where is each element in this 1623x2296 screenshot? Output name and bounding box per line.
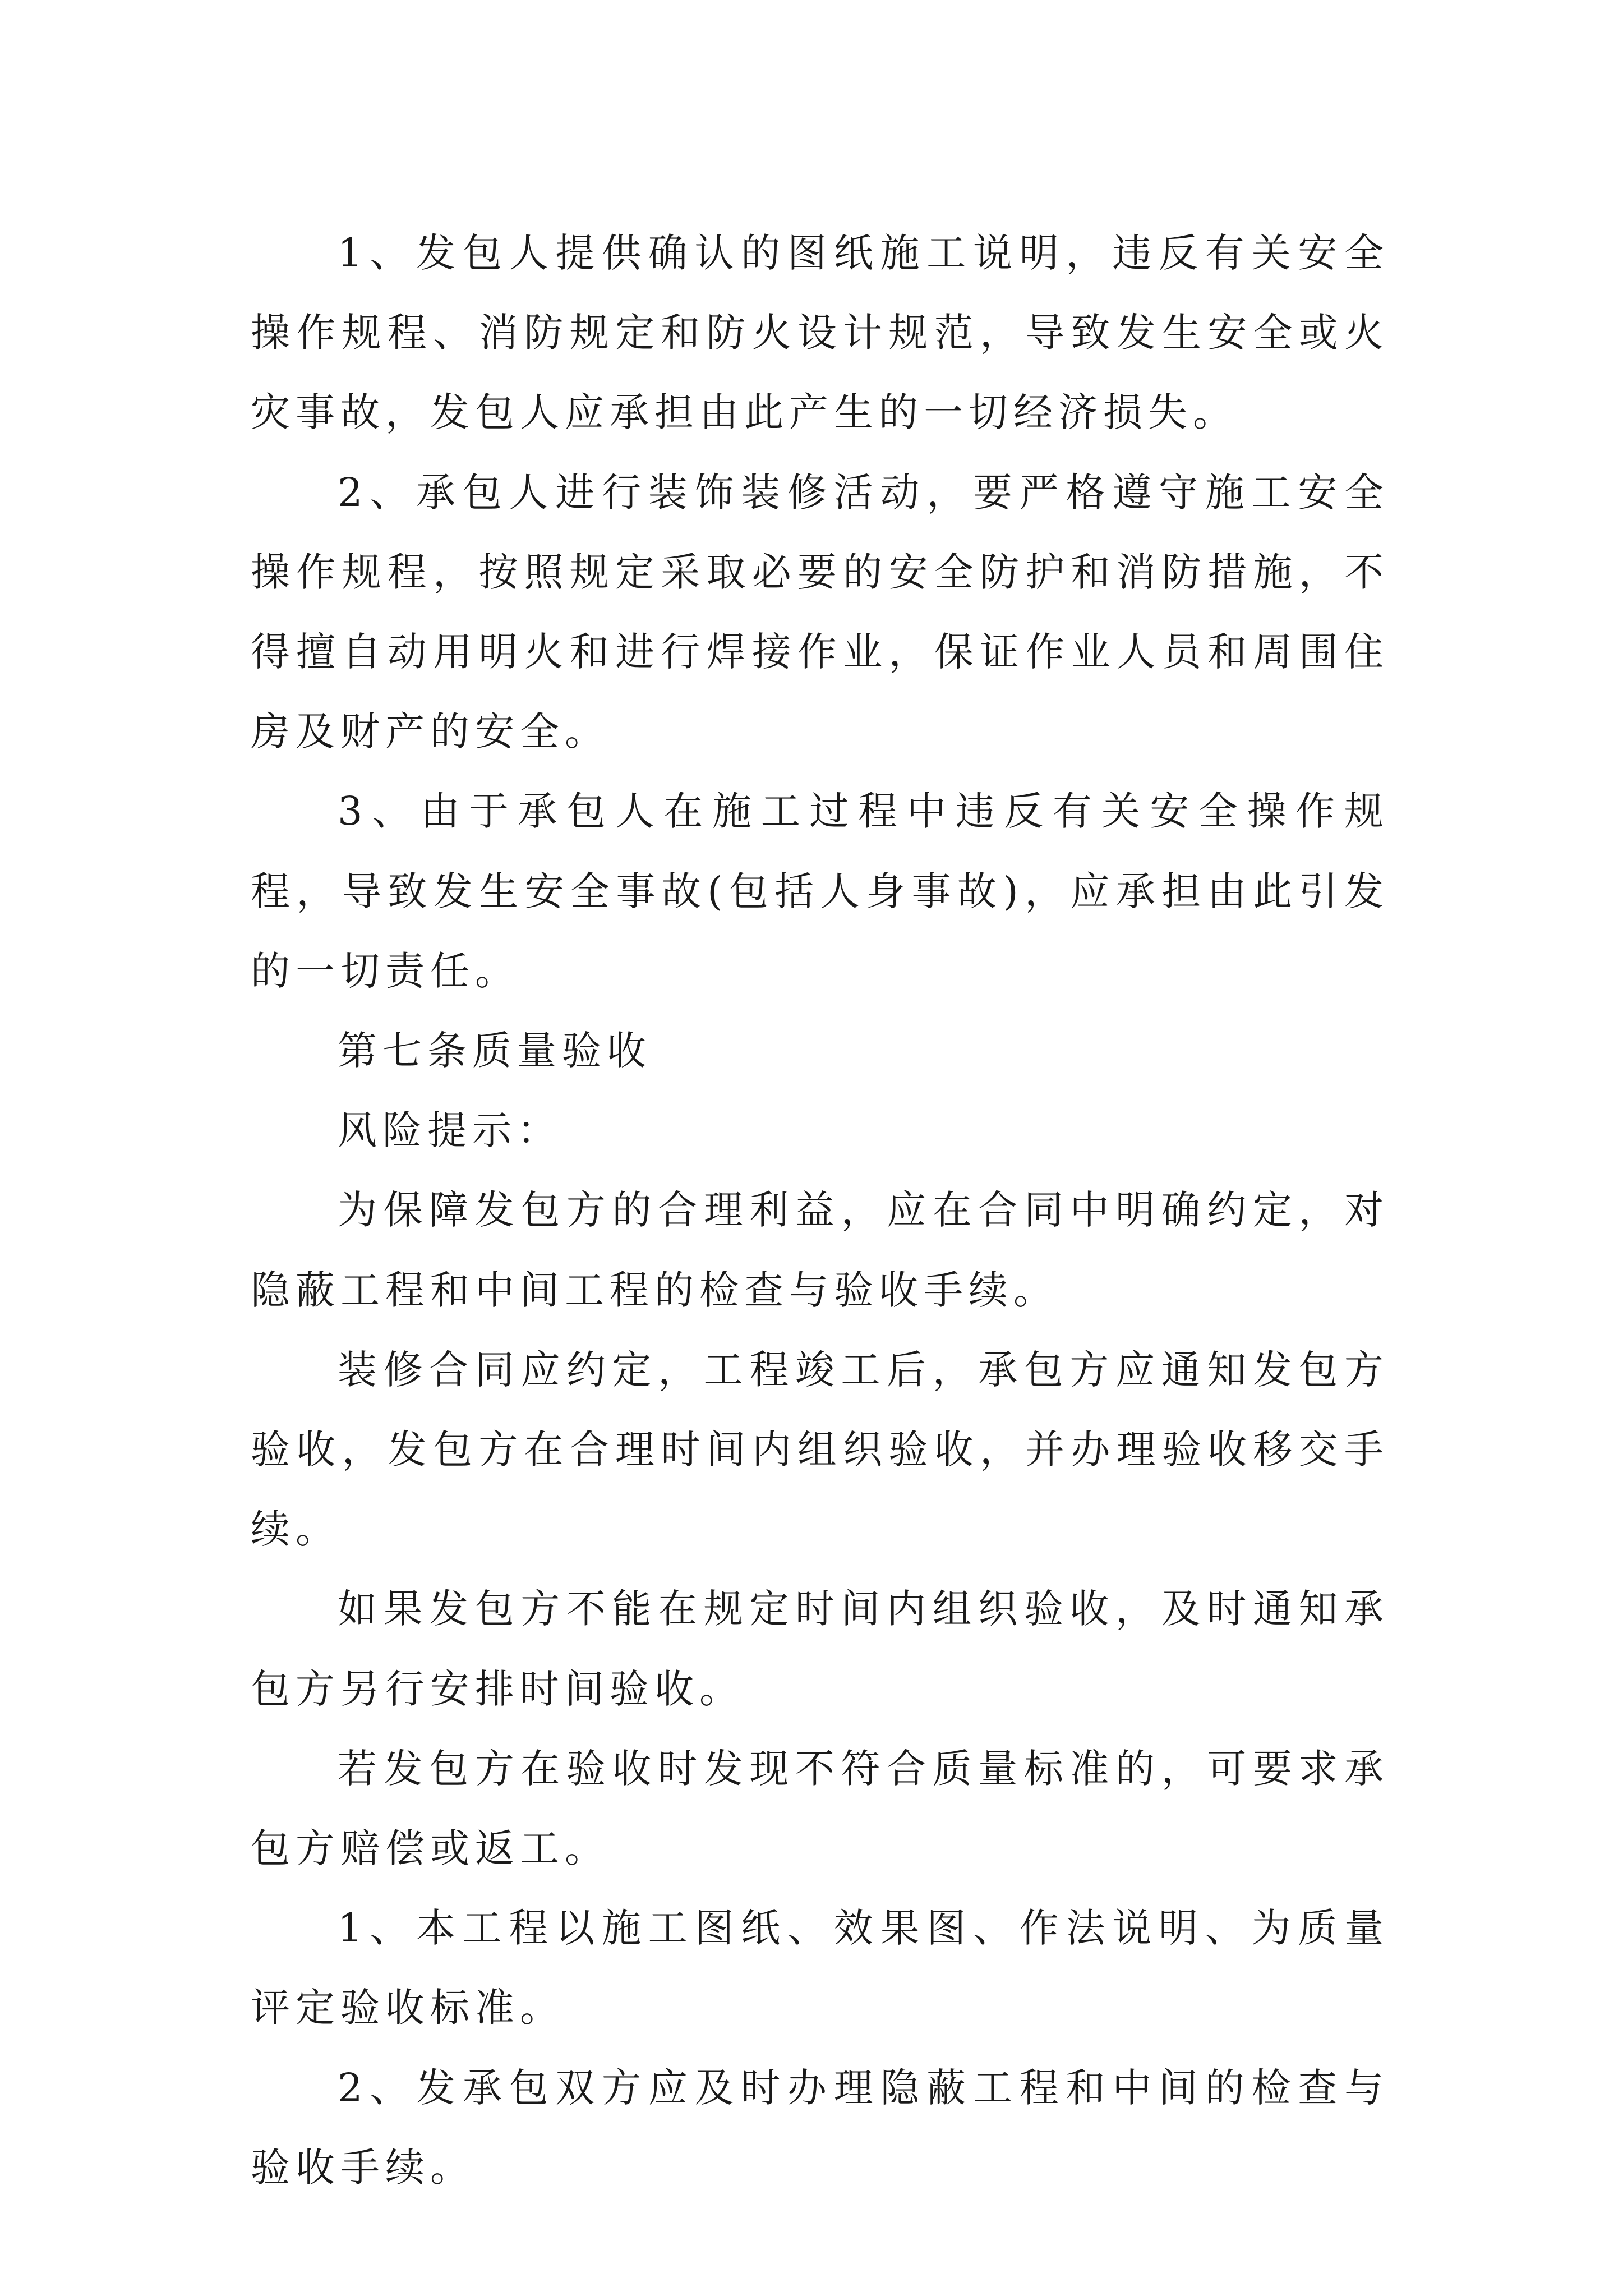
paragraph-risk-4: 若发包方在验收时发现不符合质量标准的，可要求承包方赔偿或返工。 — [251, 1745, 1389, 1872]
paragraph-quality-1: 1、本工程以施工图纸、效果图、作法说明、为质量评定验收标准。 — [251, 1905, 1389, 2031]
paragraph-safety-2: 2、承包人进行装饰装修活动，要严格遵守施工安全操作规程，按照规定采取必要的安全防护和消防措施，不得擅自动用明火和进行焊接作业，保证作业人员和周围住房及财产的安全。 — [251, 469, 1389, 755]
paragraph-risk-1: 为保障发包方的合理利益，应在合同中明确约定，对隐蔽工程和中间工程的检查与验收手续。 — [251, 1187, 1389, 1313]
risk-notice-label: 风险提示： — [338, 1107, 562, 1154]
paragraph-risk-2: 装修合同应约定，工程竣工后，承包方应通知发包方验收，发包方在合理时间内组织验收，并办理验收移交手续。 — [251, 1346, 1389, 1553]
paragraph-safety-1: 1、发包人提供确认的图纸施工说明，违反有关安全操作规程、消防规定和防火设计规范，导致发生安全或火灾事故，发包人应承担由此产生的一切经济损失。 — [251, 230, 1389, 436]
paragraph-quality-2: 2、发承包双方应及时办理隐蔽工程和中间的检查与验收手续。 — [251, 2064, 1389, 2191]
paragraph-safety-3: 3、由于承包人在施工过程中违反有关安全操作规程，导致发生安全事故(包括人身事故)，应承担由此引发的一切责任。 — [251, 788, 1389, 994]
document-body — [251, 213, 1389, 2207]
paragraph-risk-3: 如果发包方不能在规定时间内组织验收，及时通知承包方另行安排时间验收。 — [251, 1586, 1389, 1712]
section-heading-quality-acceptance: 第七条质量验收 — [338, 1028, 652, 1074]
